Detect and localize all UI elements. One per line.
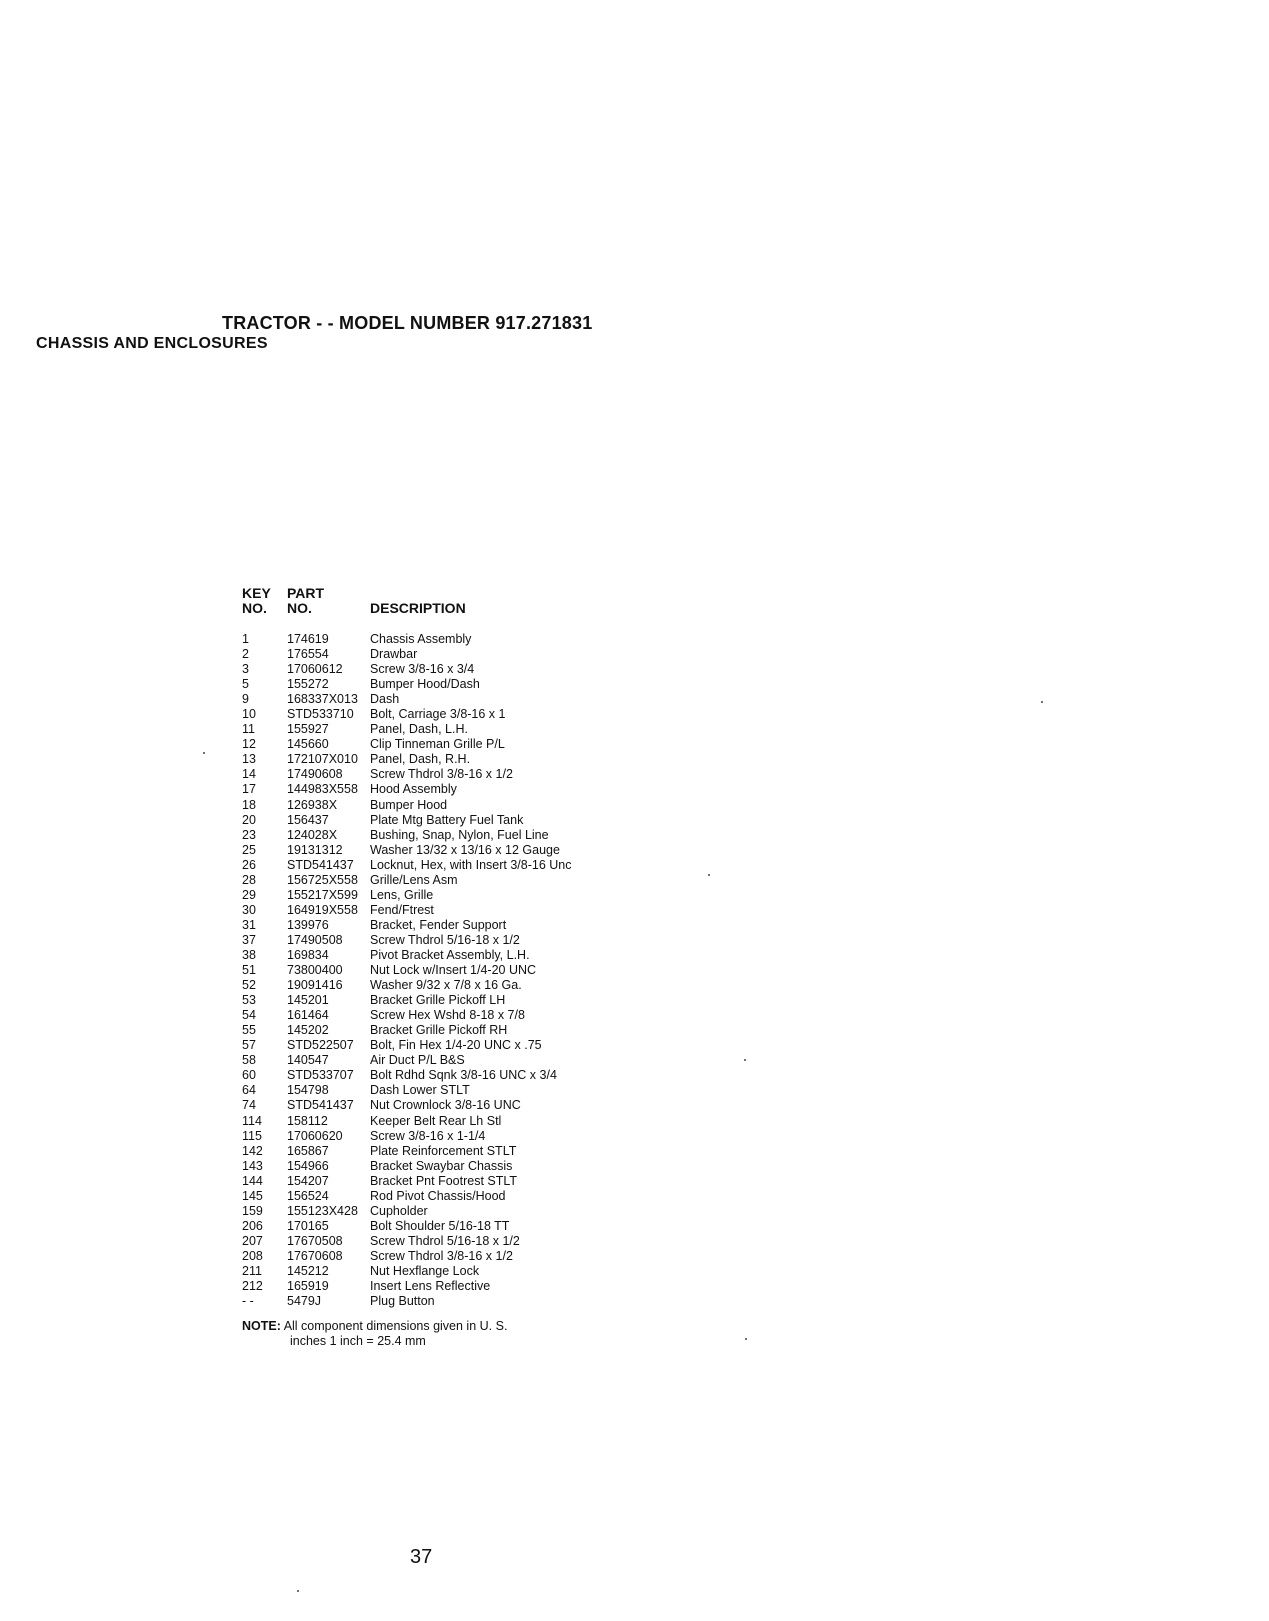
part-no-cell: 161464	[287, 1008, 329, 1023]
table-row	[242, 963, 642, 978]
table-row	[242, 1053, 642, 1068]
description-cell: Locknut, Hex, with Insert 3/8-16 Unc	[370, 857, 572, 872]
part-no-cell: 145201	[287, 993, 329, 1008]
table-row	[242, 1249, 642, 1264]
part-no-cell: 5479J	[287, 1294, 322, 1309]
description-cell: Bolt Rdhd Sqnk 3/8-16 UNC x 3/4	[370, 1068, 557, 1083]
part-no-cell: STD533710	[287, 707, 354, 722]
table-row	[242, 1294, 642, 1309]
scan-speck	[297, 1590, 299, 1592]
key-no-cell: 17	[242, 782, 256, 797]
part-no-cell: 155927	[287, 722, 329, 737]
description-cell: Nut Crownlock 3/8-16 UNC	[370, 1098, 521, 1113]
description-cell: Nut Hexflange Lock	[370, 1263, 480, 1278]
description-cell: Insert Lens Reflective	[370, 1279, 491, 1294]
table-row	[242, 843, 642, 858]
description-cell: Screw Thdrol 3/8-16 x 1/2	[370, 1248, 513, 1263]
table-row	[242, 662, 642, 677]
description-cell: Screw Hex Wshd 8-18 x 7/8	[370, 1008, 525, 1023]
key-no-cell: 53	[242, 993, 256, 1008]
part-no-cell: 140547	[287, 1053, 329, 1068]
description-cell: Washer 13/32 x 13/16 x 12 Gauge	[370, 842, 560, 857]
table-row	[242, 798, 642, 813]
part-no-cell: 145212	[287, 1263, 329, 1278]
description-cell: Screw 3/8-16 x 3/4	[370, 662, 475, 677]
key-no-cell: 26	[242, 857, 256, 872]
key-no-cell: 29	[242, 887, 256, 902]
description-cell: Chassis Assembly	[370, 632, 472, 646]
part-no-cell: 155123X428	[287, 1203, 358, 1218]
key-no-cell: 28	[242, 872, 256, 887]
part-no-cell: 145660	[287, 737, 329, 752]
description-cell: Bracket, Fender Support	[370, 917, 507, 932]
description-cell: Bolt Shoulder 5/16-18 TT	[370, 1218, 510, 1233]
description-cell: Screw Thdrol 3/8-16 x 1/2	[370, 767, 513, 782]
key-no-cell: 64	[242, 1083, 256, 1098]
table-row	[242, 1083, 642, 1098]
key-no-cell: 211	[242, 1263, 262, 1278]
table-row	[242, 948, 642, 963]
scan-speck	[1041, 701, 1043, 703]
key-no-cell: 159	[242, 1203, 263, 1218]
table-row	[242, 767, 642, 782]
part-no-cell: 144983X558	[287, 782, 358, 797]
description-cell: Bracket Grille Pickoff LH	[370, 993, 506, 1008]
key-no-cell: 13	[242, 752, 256, 767]
table-row	[242, 978, 642, 993]
description-cell: Nut Lock w/Insert 1/4-20 UNC	[370, 963, 537, 978]
description-cell: Fend/Ftrest	[370, 902, 434, 917]
part-no-cell: 170165	[287, 1218, 329, 1233]
key-no-cell: 58	[242, 1053, 256, 1068]
key-header-line1: KEY	[242, 585, 271, 601]
description-cell: Dash	[370, 692, 400, 707]
key-no-cell: 51	[242, 963, 256, 978]
part-no-cell: 164919X558	[287, 902, 358, 917]
part-no-cell: STD522507	[287, 1038, 354, 1053]
key-no-cell: 23	[242, 827, 256, 842]
table-row	[242, 1174, 642, 1189]
description-cell: Plate Mtg Battery Fuel Tank	[370, 812, 524, 827]
table-row	[242, 1144, 642, 1159]
key-no-cell: 25	[242, 842, 256, 857]
table-row	[242, 813, 642, 828]
table-row	[242, 918, 642, 933]
key-no-cell: 10	[242, 707, 256, 722]
key-no-cell: 38	[242, 947, 256, 962]
part-no-cell: 155272	[287, 677, 329, 692]
description-cell: Drawbar	[370, 647, 418, 662]
part-header-line2: NO.	[287, 600, 312, 616]
table-row	[242, 1264, 642, 1279]
part-no-cell: 174619	[287, 632, 329, 646]
table-row	[242, 632, 642, 647]
dimensions-note	[242, 1319, 507, 1349]
table-row	[242, 873, 642, 888]
description-cell: Bushing, Snap, Nylon, Fuel Line	[370, 827, 549, 842]
table-row	[242, 677, 642, 692]
key-no-cell: 14	[242, 767, 256, 782]
scan-speck	[744, 1059, 746, 1061]
key-no-cell: 206	[242, 1218, 263, 1233]
key-no-cell: 55	[242, 1023, 256, 1038]
description-cell: Grille/Lens Asm	[370, 872, 458, 887]
key-no-cell: - -	[242, 1294, 254, 1309]
key-no-cell: 30	[242, 902, 256, 917]
part-no-cell: 126938X	[287, 797, 338, 812]
description-cell: Panel, Dash, L.H.	[370, 722, 468, 737]
description-header: DESCRIPTION	[370, 600, 466, 616]
part-no-cell: 154207	[287, 1173, 329, 1188]
part-no-cell: 17490608	[287, 767, 343, 782]
table-row	[242, 782, 642, 797]
table-row	[242, 692, 642, 707]
key-no-cell: 2	[242, 647, 249, 662]
description-cell: Hood Assembly	[370, 782, 457, 797]
part-no-cell: STD541437	[287, 857, 354, 872]
scan-speck	[203, 752, 205, 754]
key-no-cell: 115	[242, 1128, 262, 1143]
parts-table	[242, 632, 642, 1309]
scan-speck	[745, 1338, 747, 1340]
key-no-cell: 207	[242, 1233, 263, 1248]
description-cell: Panel, Dash, R.H.	[370, 752, 471, 767]
key-no-cell: 208	[242, 1248, 263, 1263]
part-no-cell: 156725X558	[287, 872, 358, 887]
description-cell: Screw Thdrol 5/16-18 x 1/2	[370, 1233, 520, 1248]
description-cell: Clip Tinneman Grille P/L	[370, 737, 505, 752]
key-no-cell: 145	[242, 1188, 263, 1203]
key-no-cell: 37	[242, 932, 256, 947]
key-no-cell: 18	[242, 797, 256, 812]
table-row	[242, 858, 642, 873]
description-cell: Bolt, Carriage 3/8-16 x 1	[370, 707, 506, 722]
part-no-cell: 165919	[287, 1279, 329, 1294]
description-cell: Washer 9/32 x 7/8 x 16 Ga.	[370, 978, 522, 993]
key-no-cell: 12	[242, 737, 256, 752]
key-no-cell: 142	[242, 1143, 263, 1158]
description-cell: Screw 3/8-16 x 1-1/4	[370, 1128, 486, 1143]
key-no-cell: 74	[242, 1098, 256, 1113]
key-no-cell: 3	[242, 662, 249, 677]
part-no-cell: 172107X010	[287, 752, 358, 767]
key-no-cell: 60	[242, 1068, 256, 1083]
key-no-cell: 20	[242, 812, 256, 827]
table-row	[242, 1159, 642, 1174]
description-cell: Air Duct P/L B&S	[370, 1053, 465, 1068]
key-no-cell: 57	[242, 1038, 256, 1053]
table-row	[242, 1114, 642, 1129]
page-number: 37	[410, 1546, 433, 1568]
part-no-cell: 19131312	[287, 842, 343, 857]
part-no-cell: STD533707	[287, 1068, 354, 1083]
part-no-cell: 165867	[287, 1143, 329, 1158]
table-row	[242, 647, 642, 662]
part-no-cell: 156437	[287, 812, 329, 827]
table-row	[242, 1129, 642, 1144]
part-no-cell: 17060620	[287, 1128, 343, 1143]
key-no-cell: 5	[242, 677, 249, 692]
key-no-cell: 9	[242, 692, 249, 707]
table-row	[242, 1204, 642, 1219]
note-line1: All component dimensions given in U. S.	[283, 1319, 508, 1333]
key-no-cell: 54	[242, 1008, 256, 1023]
key-no-cell: 11	[242, 722, 255, 737]
note-line2: inches 1 inch = 25.4 mm	[290, 1334, 426, 1348]
table-row	[242, 722, 642, 737]
part-header-line1: PART	[287, 585, 325, 601]
part-no-cell: 155217X599	[287, 887, 358, 902]
part-no-cell: 154966	[287, 1158, 329, 1173]
table-row	[242, 993, 642, 1008]
section-subtitle: CHASSIS AND ENCLOSURES	[36, 335, 268, 352]
part-no-cell: 168337X013	[287, 692, 358, 707]
description-cell: Plate Reinforcement STLT	[370, 1143, 517, 1158]
key-no-cell: 144	[242, 1173, 263, 1188]
part-no-cell: 154798	[287, 1083, 329, 1098]
table-row	[242, 903, 642, 918]
table-row	[242, 1008, 642, 1023]
part-no-cell: 145202	[287, 1023, 329, 1038]
page-title: TRACTOR - - MODEL NUMBER 917.271831	[222, 313, 593, 333]
description-cell: Dash Lower STLT	[370, 1083, 470, 1098]
table-row	[242, 933, 642, 948]
table-row	[242, 1068, 642, 1083]
table-row	[242, 1038, 642, 1053]
table-row	[242, 1234, 642, 1249]
part-no-cell: STD541437	[287, 1098, 354, 1113]
note-label: NOTE:	[242, 1319, 281, 1333]
description-cell: Bracket Pnt Footrest STLT	[370, 1173, 518, 1188]
part-no-cell: 139976	[287, 917, 329, 932]
description-cell: Screw Thdrol 5/16-18 x 1/2	[370, 932, 520, 947]
key-no-cell: 52	[242, 978, 256, 993]
table-row	[242, 737, 642, 752]
part-no-cell: 17670608	[287, 1248, 343, 1263]
table-row	[242, 752, 642, 767]
part-no-cell: 17060612	[287, 662, 343, 677]
table-row	[242, 1279, 642, 1294]
table-row	[242, 1098, 642, 1113]
description-cell: Plug Button	[370, 1294, 435, 1309]
description-cell: Bolt, Fin Hex 1/4-20 UNC x .75	[370, 1038, 542, 1053]
part-no-cell: 176554	[287, 647, 329, 662]
description-cell: Bumper Hood	[370, 797, 448, 812]
description-cell: Pivot Bracket Assembly, L.H.	[370, 947, 530, 962]
key-no-cell: 212	[242, 1279, 263, 1294]
part-no-cell: 17490508	[287, 932, 343, 947]
description-cell: Bumper Hood/Dash	[370, 677, 480, 692]
part-no-cell: 156524	[287, 1188, 329, 1203]
part-no-cell: 19091416	[287, 978, 343, 993]
table-row	[242, 707, 642, 722]
part-no-cell: 73800400	[287, 963, 343, 978]
table-row	[242, 828, 642, 843]
table-row	[242, 1219, 642, 1234]
description-cell: Bracket Grille Pickoff RH	[370, 1023, 508, 1038]
key-header-line2: NO.	[242, 600, 267, 616]
key-no-cell: 114	[242, 1113, 262, 1128]
scan-speck	[708, 874, 710, 876]
part-no-cell: 124028X	[287, 827, 338, 842]
table-row	[242, 1189, 642, 1204]
description-cell: Keeper Belt Rear Lh Stl	[370, 1113, 502, 1128]
table-row	[242, 1023, 642, 1038]
part-no-cell: 158112	[287, 1113, 328, 1128]
description-cell: Lens, Grille	[370, 887, 434, 902]
table-row	[242, 888, 642, 903]
description-cell: Rod Pivot Chassis/Hood	[370, 1188, 506, 1203]
key-no-cell: 143	[242, 1158, 263, 1173]
description-cell: Bracket Swaybar Chassis	[370, 1158, 513, 1173]
part-no-cell: 169834	[287, 947, 329, 962]
key-no-cell: 31	[242, 917, 256, 932]
part-no-cell: 17670508	[287, 1233, 343, 1248]
description-cell: Cupholder	[370, 1203, 428, 1218]
key-no-cell: 1	[242, 632, 249, 646]
